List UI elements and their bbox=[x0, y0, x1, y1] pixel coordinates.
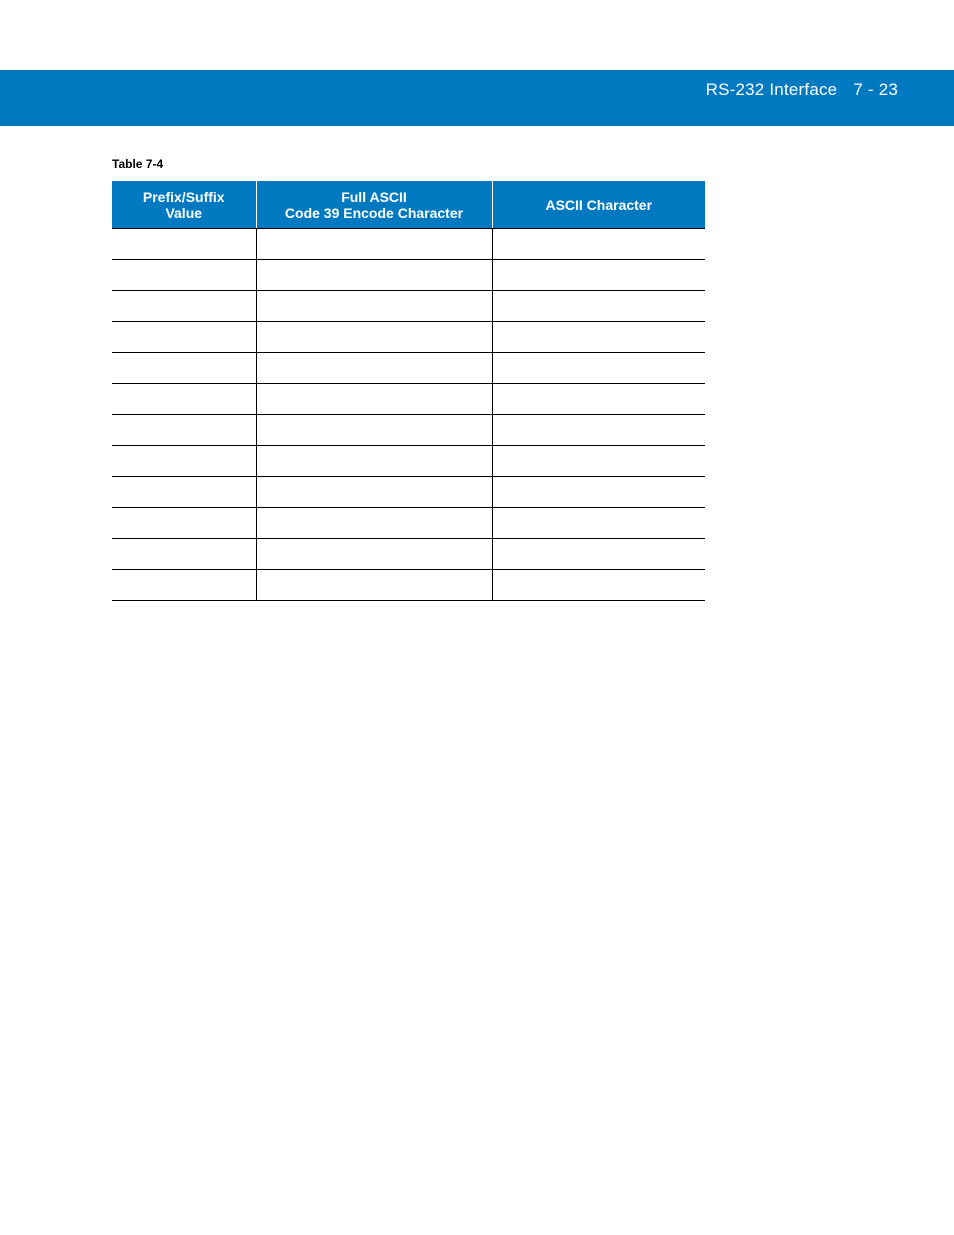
table-cell bbox=[112, 384, 256, 415]
table-cell bbox=[492, 353, 705, 384]
table-cell bbox=[256, 322, 492, 353]
table-cell bbox=[112, 570, 256, 601]
table-cell bbox=[492, 260, 705, 291]
table-cell bbox=[492, 384, 705, 415]
column-header-full-ascii bbox=[256, 181, 492, 229]
table-cell bbox=[112, 353, 256, 384]
table-row bbox=[112, 260, 705, 291]
table-caption: Table 7-4 bbox=[112, 157, 164, 171]
table-cell bbox=[112, 539, 256, 570]
table-cell bbox=[112, 508, 256, 539]
page-number: 7 - 23 bbox=[853, 80, 898, 99]
column-header-ascii-character bbox=[492, 181, 705, 229]
column-header-prefix-suffix-value bbox=[112, 181, 256, 229]
page-header-bar bbox=[0, 70, 954, 126]
column-header-line: ASCII Character bbox=[545, 196, 653, 213]
table-cell bbox=[492, 539, 705, 570]
table-cell bbox=[492, 508, 705, 539]
table-cell bbox=[492, 322, 705, 353]
table-cell bbox=[492, 446, 705, 477]
table-cell bbox=[256, 446, 492, 477]
table-cell bbox=[112, 291, 256, 322]
column-header-line: Value bbox=[165, 204, 203, 221]
table-cell bbox=[256, 508, 492, 539]
table-cell bbox=[256, 229, 492, 260]
table-cell bbox=[256, 291, 492, 322]
table-cell bbox=[492, 291, 705, 322]
table-cell bbox=[256, 353, 492, 384]
table-cell bbox=[256, 570, 492, 601]
table-cell bbox=[112, 446, 256, 477]
table-header-row bbox=[112, 181, 705, 229]
column-header-line: Prefix/Suffix bbox=[142, 188, 225, 205]
table-row bbox=[112, 570, 705, 601]
table-cell bbox=[256, 415, 492, 446]
column-header-line: Full ASCII bbox=[341, 188, 407, 205]
table-row bbox=[112, 508, 705, 539]
table-row bbox=[112, 384, 705, 415]
table-row bbox=[112, 229, 705, 260]
table-cell bbox=[112, 477, 256, 508]
table-row bbox=[112, 539, 705, 570]
table-cell bbox=[112, 229, 256, 260]
table-row bbox=[112, 446, 705, 477]
table-row bbox=[112, 415, 705, 446]
table-cell bbox=[256, 384, 492, 415]
table-cell bbox=[492, 477, 705, 508]
table-cell bbox=[112, 415, 256, 446]
table-cell bbox=[492, 570, 705, 601]
column-header-line: Code 39 Encode Character bbox=[284, 204, 464, 221]
running-header bbox=[706, 80, 898, 100]
table-cell bbox=[112, 260, 256, 291]
section-title: RS-232 Interface bbox=[705, 80, 838, 99]
table-row bbox=[112, 322, 705, 353]
table-cell bbox=[112, 322, 256, 353]
table-cell bbox=[256, 539, 492, 570]
table-row bbox=[112, 477, 705, 508]
table-body bbox=[112, 229, 705, 601]
table-cell bbox=[256, 477, 492, 508]
table-cell bbox=[492, 415, 705, 446]
table-cell bbox=[256, 260, 492, 291]
table-row bbox=[112, 291, 705, 322]
table-cell bbox=[492, 229, 705, 260]
ascii-table bbox=[112, 181, 705, 601]
table-row bbox=[112, 353, 705, 384]
